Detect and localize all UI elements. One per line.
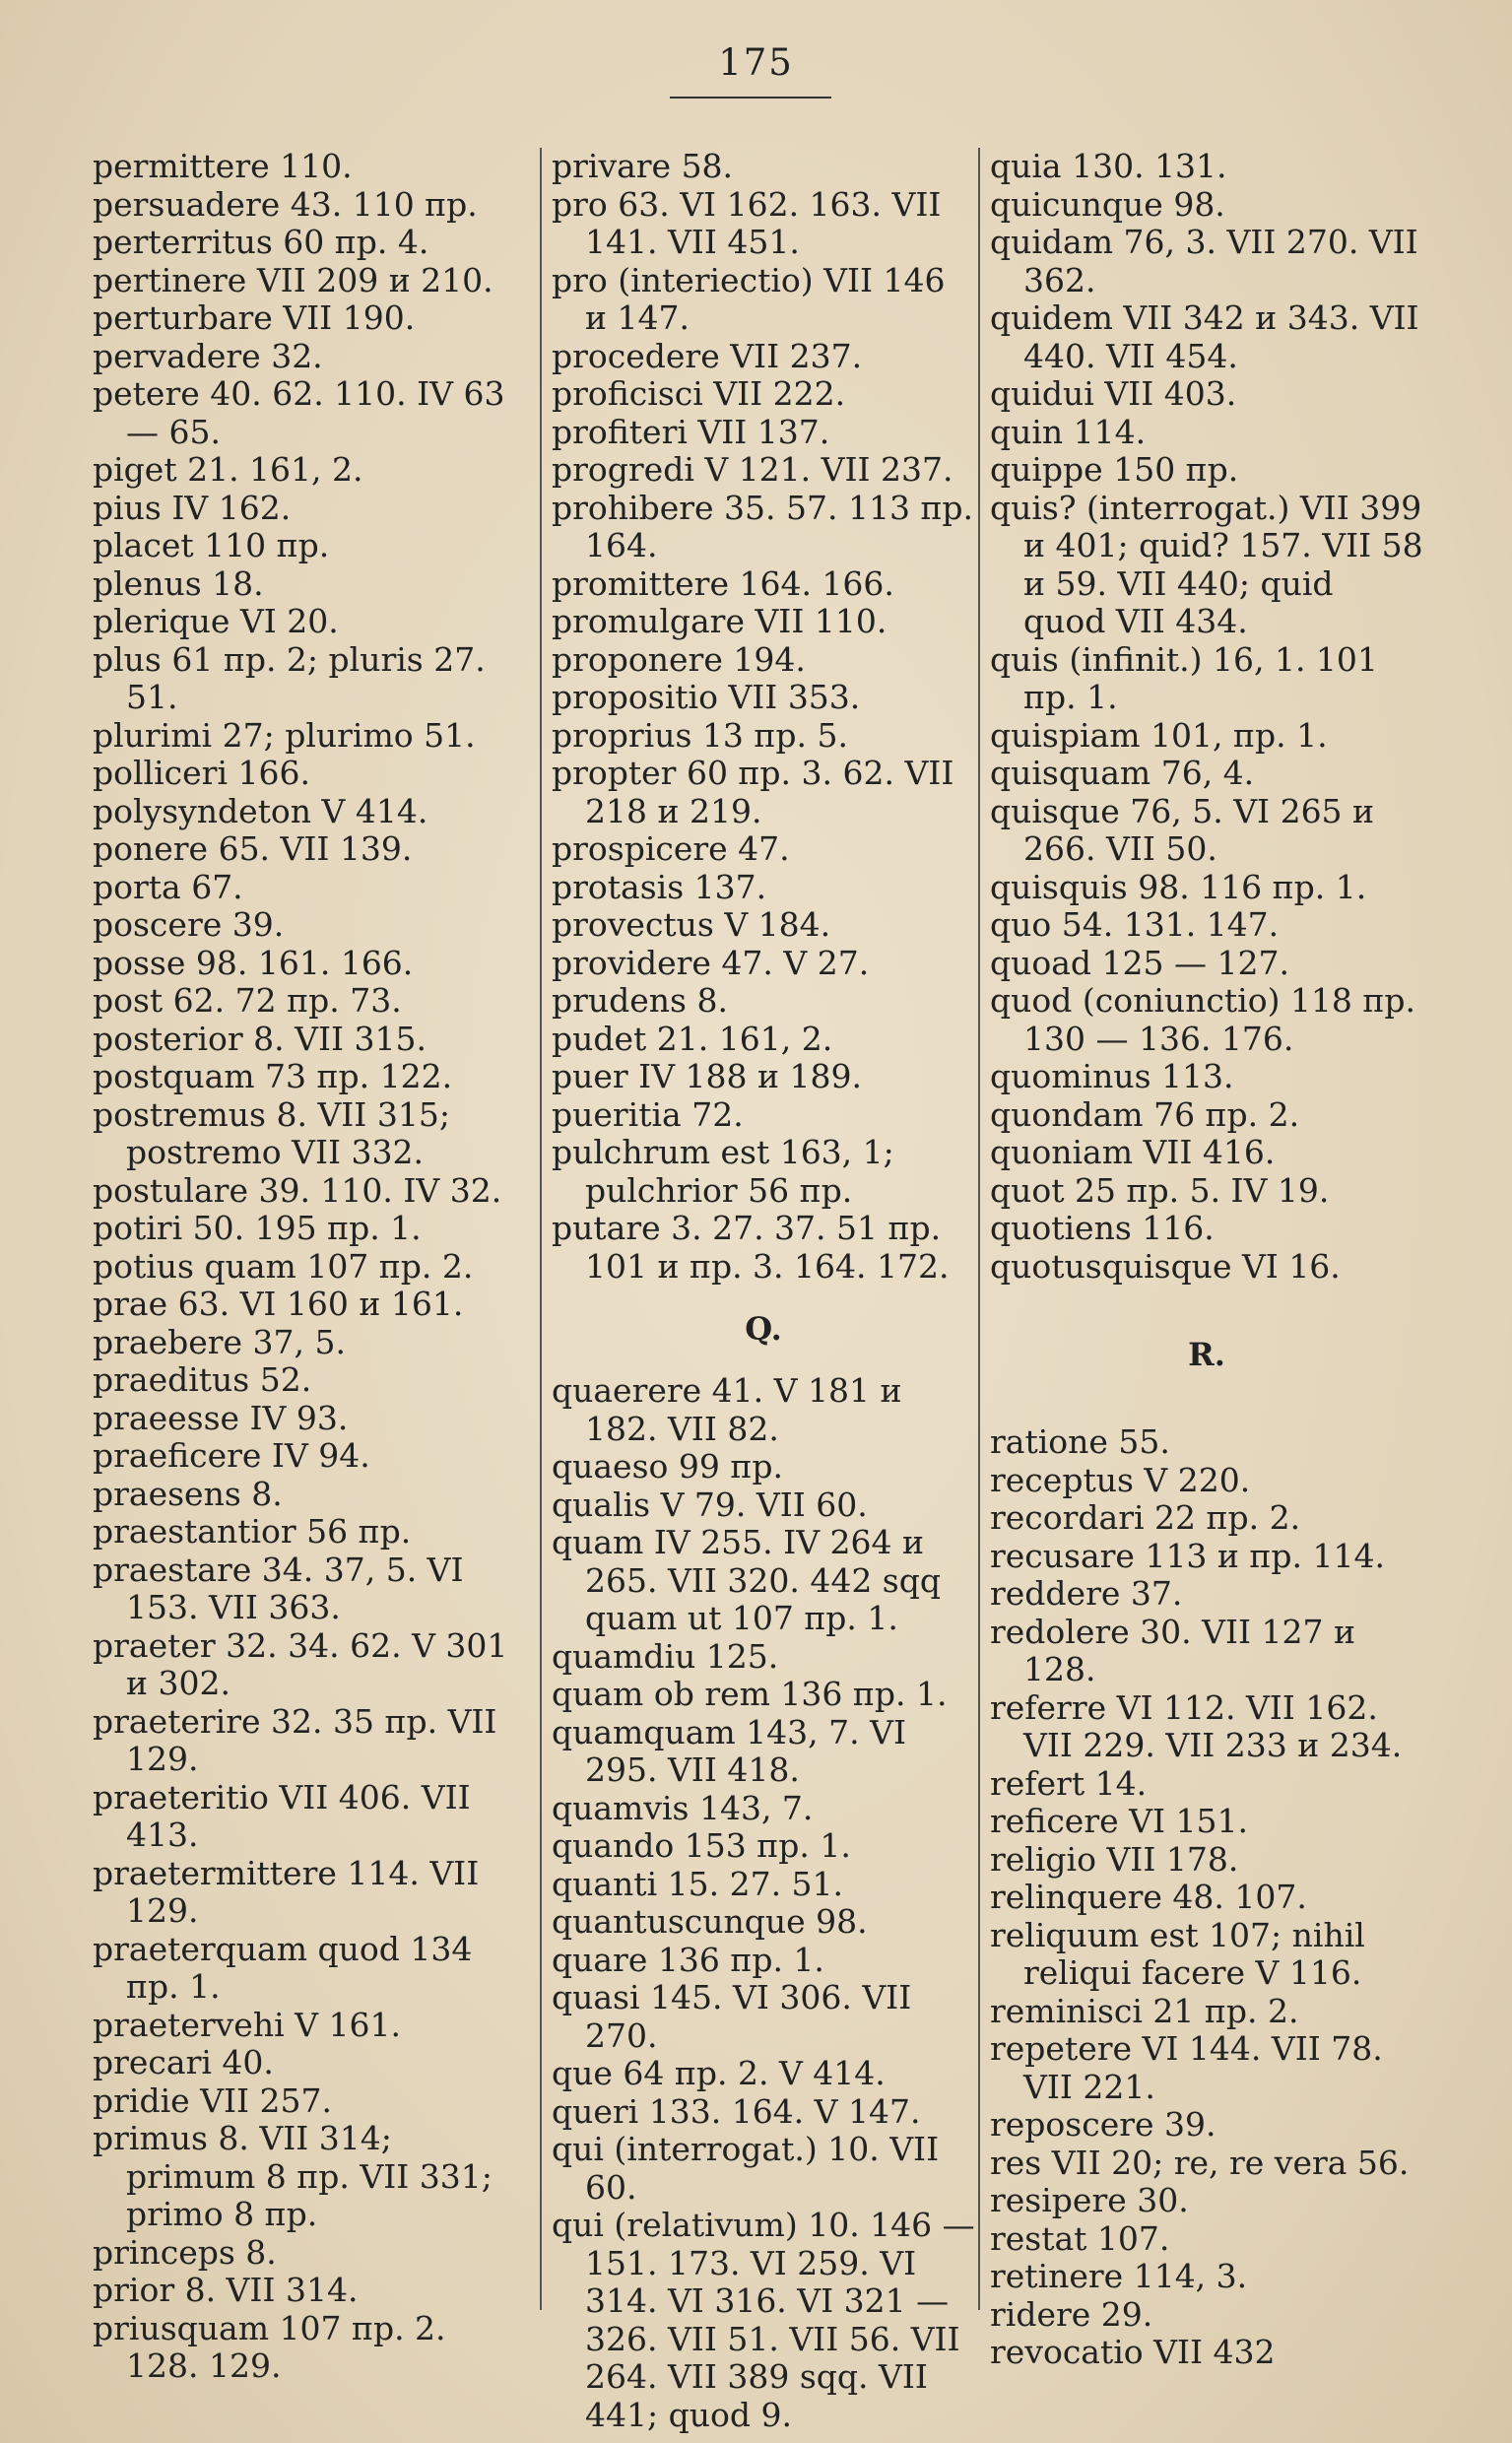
index-entry: post 62. 72 пр. 73. (93, 981, 402, 1020)
index-entry: prae 63. VI 160 и 161. (93, 1285, 464, 1323)
index-entry: queri 133. 164. V 147. (552, 2091, 921, 2131)
index-entry: revocatio VII 432 (990, 2333, 1276, 2371)
index-entry: reliquum est 107; nihil reliqui facere V 116. (990, 1915, 1365, 1992)
index-entry: recordari 22 пр. 2. (990, 1498, 1301, 1537)
index-entry: praestantior 56 пр. (93, 1512, 412, 1551)
index-entry: pro (interiectio) VII 146 и 147. (552, 260, 946, 337)
index-entry: potiri 50. 195 пр. 1. (93, 1209, 422, 1247)
index-entry: praeditus 52. (93, 1360, 312, 1399)
index-entry: quaerere 41. V 181 и 182. VII 82. (552, 1371, 902, 1448)
index-entry: progredi V 121. VII 237. (552, 450, 953, 489)
index-entry: piget 21. 161, 2. (93, 450, 363, 489)
index-entry: pervadere 32. (93, 336, 323, 375)
index-entry: praeesse IV 93. (93, 1398, 349, 1437)
index-entry: puer IV 188 и 189. (552, 1057, 862, 1095)
index-entry: quamvis 143, 7. (552, 1788, 814, 1827)
index-entry: pridie VII 257. (93, 2080, 333, 2120)
index-entry: primus 8. VII 314; primum 8 пр. VII 331; primo 8 пр. (93, 2119, 493, 2233)
index-entry: quaeso 99 пр. (552, 1447, 783, 1486)
index-entry: prudens 8. (552, 981, 728, 1020)
index-entry: quod (coniunctio) 118 пр. 130 — 136. 176. (990, 981, 1416, 1058)
index-entry: resipere 30. (990, 2181, 1189, 2219)
index-entry: reficere VI 151. (990, 1802, 1248, 1840)
index-column-3 (990, 148, 1423, 2372)
index-entry: quidam 76, 3. VII 270. VII 362. (990, 223, 1418, 299)
index-entry: res VII 20; re, re vera 56. (990, 2143, 1410, 2182)
index-entry: praetervehi V 161. (93, 2005, 401, 2044)
index-entry: propter 60 пр. 3. 62. VII 218 и 219. (552, 754, 954, 830)
section-letter-heading: R. (1188, 1336, 1225, 1373)
index-entry: protasis 137. (552, 867, 767, 906)
index-entry: pro 63. VI 162. 163. VII 141. VII 451. (552, 184, 942, 261)
index-entry: postquam 73 пр. 122. (93, 1057, 453, 1095)
index-entry: quotiens 116. (990, 1209, 1215, 1247)
index-entry: referre VI 112. VII 162. VII 229. VII 233 и 234. (990, 1687, 1403, 1764)
index-entry: retinere 114, 3. (990, 2257, 1248, 2295)
index-entry: quasi 145. VI 306. VII 270. (552, 1978, 912, 2055)
index-entry: posse 98. 161. 166. (93, 943, 414, 982)
index-entry: plerique VI 20. (93, 602, 339, 640)
index-entry: quisquis 98. 116 пр. 1. (990, 867, 1367, 906)
index-entry: quam IV 255. IV 264 и 265. VII 320. 442 sqq quam ut 107 пр. 1. (552, 1523, 941, 1637)
index-entry: pueritia 72. (552, 1094, 744, 1134)
index-entry: praeficere IV 94. (93, 1436, 370, 1475)
index-entry: quamdiu 125. (552, 1636, 779, 1676)
index-entry: praeter 32. 34. 62. V 301 и 302. (93, 1625, 508, 1702)
index-entry: quicunque 98. (990, 184, 1225, 224)
index-entry: repetere VI 144. VII 78. VII 221. (990, 2029, 1383, 2106)
index-entry: quippe 150 пр. (990, 450, 1239, 489)
index-entry: quoniam VII 416. (990, 1133, 1276, 1171)
index-entry: ridere 29. (990, 2294, 1153, 2334)
index-entry: quamquam 143, 7. VI 295. VII 418. (552, 1712, 906, 1789)
index-entry: prohibere 35. 57. 113 пр. 164. (552, 488, 974, 564)
index-entry: praesens 8. (93, 1474, 283, 1513)
index-entry: providere 47. V 27. (552, 943, 870, 982)
index-entry: precari 40. (93, 2043, 274, 2081)
index-entry: posterior 8. VII 315. (93, 1019, 427, 1058)
index-entry: reposcere 39. (990, 2105, 1216, 2144)
index-entry: praeterire 32. 35 пр. VII 129. (93, 1701, 497, 1778)
index-entry: promittere 164. 166. (552, 563, 894, 603)
index-entry: petere 40. 62. 110. IV 63 — 65. (93, 374, 505, 451)
index-entry: qui (relativum) 10. 146 — 151. 173. VI 259. VI 314. VI 316. VI 321 — 326. VII 51. VII 56. VII 264. VII 389 sqq. VII 441; quod 9. (552, 2206, 975, 2434)
index-entry: plenus 18. (93, 563, 264, 603)
index-entry: quin 114. (990, 412, 1147, 451)
index-entry: proprius 13 пр. 5. (552, 715, 848, 755)
index-entry: perturbare VII 190. (93, 298, 416, 337)
index-entry: prior 8. VII 314. (93, 2271, 359, 2309)
index-entry: polliceri 166. (93, 754, 310, 792)
index-entry: quondam 76 пр. 2. (990, 1094, 1300, 1134)
index-entry: postulare 39. 110. IV 32. (93, 1170, 502, 1210)
index-entry: quo 54. 131. 147. (990, 905, 1280, 944)
index-entry: proponere 194. (552, 639, 806, 679)
index-entry: quotusquisque VI 16. (990, 1246, 1341, 1286)
index-entry: quispiam 101, пр. 1. (990, 715, 1328, 755)
index-entry: quia 130. 131. (990, 147, 1227, 185)
index-entry: polysyndeton V 414. (93, 791, 428, 830)
index-entry: postremus 8. VII 315; postremo VII 332. (93, 1094, 450, 1171)
index-entry: pertinere VII 209 и 210. (93, 260, 493, 299)
index-column-1 (93, 148, 526, 2386)
index-entry: religio VII 178. (990, 1839, 1239, 1879)
index-entry: quantuscunque 98. (552, 1902, 868, 1941)
index-entry: recusare 113 и пр. 114. (990, 1536, 1385, 1575)
index-entry: quoad 125 — 127. (990, 943, 1289, 982)
index-entry: profiteri VII 137. (552, 412, 830, 451)
index-entry: receptus V 220. (990, 1460, 1251, 1499)
page-number: 175 (718, 41, 794, 84)
index-entry: quot 25 пр. 5. IV 19. (990, 1170, 1330, 1210)
index-column-2 (552, 148, 975, 2434)
index-entry: praeteritio VII 406. VII 413. (93, 1777, 471, 1854)
index-entry: placet 110 пр. (93, 526, 330, 564)
index-entry: perterritus 60 пр. 4. (93, 223, 429, 261)
index-entry: quisque 76, 5. VI 265 и 266. VII 50. (990, 791, 1375, 868)
index-entry: quam ob rem 136 пр. 1. (552, 1675, 948, 1713)
index-entry: quidui VII 403. (990, 374, 1237, 413)
index-entry: praebere 37, 5. (93, 1322, 347, 1361)
index-entry: princeps 8. (93, 2232, 277, 2272)
index-entry: porta 67. (93, 867, 243, 906)
index-entry: quando 153 пр. 1. (552, 1826, 851, 1865)
index-entry: pius IV 162. (93, 488, 292, 527)
section-letter-heading: Q. (745, 1310, 782, 1348)
index-entry: proficisci VII 222. (552, 374, 846, 413)
index-entry: praestare 34. 37, 5. VI 153. VII 363. (93, 1550, 464, 1626)
index-entry: reminisci 21 пр. 2. (990, 1991, 1299, 2030)
index-entry: relinquere 48. 107. (990, 1878, 1307, 1916)
index-entry: reddere 37. (990, 1574, 1183, 1613)
index-entry: provectus V 184. (552, 905, 831, 944)
index-entry: permittere 110. (93, 147, 353, 185)
index-entry: privare 58. (552, 147, 734, 185)
index-entry: priusquam 107 пр. 2. 128. 129. (93, 2308, 446, 2385)
index-entry: plus 61 пр. 2; pluris 27. 51. (93, 639, 486, 716)
index-entry: persuadere 43. 110 пр. (93, 184, 478, 224)
index-entry: promulgare VII 110. (552, 602, 887, 640)
index-entry: restat 107. (990, 2218, 1170, 2258)
index-entry: ponere 65. VII 139. (93, 829, 413, 868)
index-entry: quominus 113. (990, 1057, 1234, 1095)
index-entry: pulchrum est 163, 1; pulchrior 56 пр. (552, 1133, 894, 1210)
index-entry: quis? (interrogat.) VII 399 и 401; quid? 157. VII 58 и 59. VII 440; quid quod VII 434. (990, 488, 1423, 640)
index-entry: quanti 15. 27. 51. (552, 1864, 844, 1903)
index-entry: putare 3. 27. 37. 51 пр. 101 и пр. 3. 164. 172. (552, 1209, 950, 1286)
index-entry: pudet 21. 161, 2. (552, 1019, 833, 1058)
column-divider (540, 148, 542, 2310)
index-entry: refert 14. (990, 1763, 1148, 1803)
index-entry: praetermittere 114. VII 129. (93, 1853, 480, 1930)
index-entry: quisquam 76, 4. (990, 754, 1255, 792)
index-entry: plurimi 27; plurimo 51. (93, 715, 476, 755)
index-entry: potius quam 107 пр. 2. (93, 1246, 474, 1286)
index-entry: qualis V 79. VII 60. (552, 1485, 868, 1524)
header-rule (670, 97, 831, 99)
index-entry: quidem VII 342 и 343. VII 440. VII 454. (990, 298, 1419, 375)
index-entry: que 64 пр. 2. V 414. (552, 2054, 886, 2092)
index-entry: quis (infinit.) 16, 1. 101 пр. 1. (990, 639, 1378, 716)
column-divider (978, 148, 980, 2310)
index-entry: quare 136 пр. 1. (552, 1940, 824, 1979)
index-entry: prospicere 47. (552, 829, 790, 868)
index-entry: procedere VII 237. (552, 336, 863, 375)
index-entry: qui (interrogat.) 10. VII 60. (552, 2130, 940, 2207)
index-entry: ratione 55. (990, 1422, 1170, 1461)
index-entry: redolere 30. VII 127 и 128. (990, 1612, 1356, 1688)
index-entry: praeterquam quod 134 пр. 1. (93, 1929, 473, 2006)
index-entry: poscere 39. (93, 905, 285, 944)
index-entry: propositio VII 353. (552, 678, 861, 716)
